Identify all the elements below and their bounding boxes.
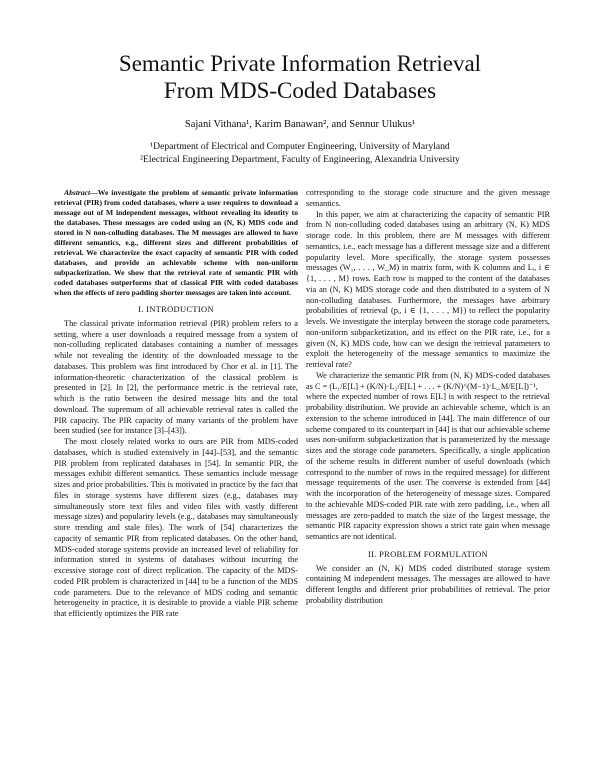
title-line-2: From MDS-Coded Databases (163, 78, 437, 103)
capacity-formula-paragraph: We characterize the semantic PIR from (N, K) MDS-coded databases as C = (L₁/E[L] + (K/N)·L₂/E[L] + . . . + (K/N)^(M−1)·L_M/E[L])⁻¹, (306, 370, 550, 391)
right-paragraph-3: where the expected number of rows E[L] is with respect to the retrieval probability distribution. We provide an achievable scheme, which is an extension to the scheme introduced in [44]. The main difference of our scheme compared to its counterpart in [44] is that our achievable scheme uses non-uniform subpacketization that is parameterized by the message sizes and the storage code parameters. Specifically, a single application of the scheme results in different number of useful downloads (which correspond to the number of rows in the required message) for different message requirements of the user. The converse is extended from [44] with the incorporation of the heterogeneity of message sizes. Compared to the achievable MDS-coded PIR rate with zero padding, i.e., when all messages are zero-padded to match the size of the largest message, the semantic PIR capacity expression shows a strict rate gain when message semantics are not identical. (306, 392, 550, 541)
right-paragraph-2: In this paper, we aim at characterizing the capacity of semantic PIR from N non-colluding coded databases using an arbitrary (N, K) MDS storage code. In this problem, there are M messages with different semantics, i.e., each message has a different message size and a different popularity level. More specifically, the storage system possesses messages (W₁, . . . , W_M) in matrix form, with K columns and Lᵢ, i ∈ {1, . . . , M} rows. Each row is mapped to the content of the databases via an (N, K) MDS storage code and then distributed to a system of N non-colluding databases. Furthermore, the messages have arbitrary probabilities of retrieval (pᵢ, i ∈ {1, . . . , M}) to reflect the popularity levels. We investigate the interplay between the storage code parameters, non-uniform subpacketization, and its effect on the PIR rate, i.e., for a given (N, K) MDS code, how can we design the retrieval parameters to exploit the heterogeneity of the message semantics to maximize the retrieval rate? (306, 209, 550, 369)
abstract-label: Abstract (64, 188, 91, 197)
right-paragraph-1: corresponding to the storage code structure and the given message semantics. (306, 188, 550, 208)
section-heading-introduction: I. INTRODUCTION (138, 304, 214, 314)
affiliation-2: ²Electrical Engineering Department, Faculty of Engineering, Alexandria University (140, 154, 460, 165)
section-heading-problem-formulation: II. PROBLEM FORMULATION (367, 548, 488, 559)
paper-title (60, 50, 540, 104)
formulation-paragraph-1: We consider an (N, K) MDS coded distributed storage system containing M independent messages. The messages are allowed to have different lengths and different prior probabilities of retrieval. The prior probability distribution (306, 563, 550, 605)
affiliations (40, 140, 560, 166)
title-line-1: Semantic Private Information Retrieval (118, 51, 482, 76)
author-list: Sajani Vithana¹, Karim Banawan², and Sennur Ulukus¹ (184, 119, 416, 130)
intro-paragraph-2: The most closely related works to ours are PIR from MDS-coded databases, which is studied extensively in [44]–[53], and the semantic PIR problem from replicated databases in [54]. In semantic PIR, the messages exhibit different semantics. These semantics include message sizes and prior probabilities. This is motivated in practice by the fact that files in storage systems have different sizes (e.g., databases may simultaneously store text files and video files with vastly different message sizes) and popularity levels (e.g., databases may simultaneously store trending and stale files). The work of [54] characterizes the capacity of semantic PIR from replicated databases. On the other hand, MDS-coded storage systems provide an increased level of reliability for information stored in systems of databases without incurring the excessive storage cost of direct replication. The capacity of the MDS-coded PIR problem is characterized in [44] to be a function of the MDS code parameters. Due to the relevance of MDS coding and semantic heterogeneity in practice, it is desirable to provide a viable PIR scheme that efficiently optimizes the PIR rate (54, 437, 298, 618)
abstract (54, 188, 298, 298)
intro-paragraph-1: The classical private information retrieval (PIR) problem refers to a setting, where a user downloads a required message from a system of non-colluding replicated databases containing a number of messages while not revealing the identity of the downloaded message to the databases. This problem was first introduced by Chor et al. in [1]. The information-theoretic characterization of the classical problem is presented in [2]. In [2], the performance metric is the retrieval rate, which is the ratio between the desired message bits and the total download. The supremum of all achievable retrieval rates is called the PIR capacity. The PIR capacity of many variants of the problem have been studied (see for instance [3]–[43]). (54, 318, 298, 436)
affiliation-1: ¹Department of Electrical and Computer Engineering, University of Maryland (150, 141, 450, 152)
left-column (54, 188, 298, 620)
abstract-body: —We investigate the problem of semantic private information retrieval (PIR) from coded databases, where a user requires to download a message out of M independent messages, without revealing its identity to the databases. These messages are coded using an (N, K) MDS code and stored in N non-colluding databases. The M messages are allowed to have different semantics, e.g., different sizes and different probabilities of retrieval. We characterize the exact capacity of semantic PIR with coded databases, and provide an achievable scheme with non-uniform subpacketization. We show that the retrieval rate of semantic PIR with coded databases outperforms that of classical PIR with coded databases when the effects of zero padding shorter messages are taken into account. (54, 188, 298, 297)
right-column (306, 188, 550, 607)
